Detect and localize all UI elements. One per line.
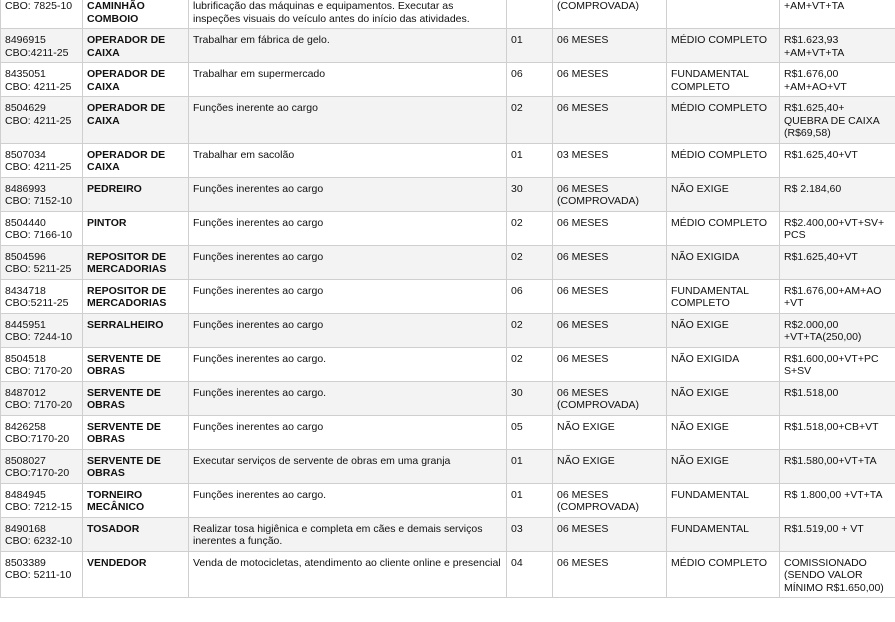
job-title: CAIXA <box>87 80 120 93</box>
job-code: 8486993 <box>5 182 46 195</box>
education-required: FUNDAMENTAL <box>667 517 780 551</box>
table-row <box>1 279 895 313</box>
job-title: TORNEIRO <box>87 488 143 501</box>
job-code-cell <box>1 0 83 29</box>
job-title: SERVENTE DE <box>87 420 161 433</box>
table-row <box>1 177 895 211</box>
education-required: MÉDIO COMPLETO <box>667 551 780 598</box>
job-title: PINTOR <box>87 216 127 229</box>
job-title: OBRAS <box>87 365 125 377</box>
job-title: OBRAS <box>87 467 125 479</box>
job-title: OPERADOR DE <box>87 68 166 80</box>
experience-required: 06 MESES <box>553 347 667 381</box>
job-title-cell <box>83 279 189 313</box>
job-title-cell <box>83 143 189 177</box>
job-description: Funções inerentes ao cargo. <box>189 483 507 517</box>
job-title: SERRALHEIRO <box>87 318 164 331</box>
job-title-cell <box>83 0 189 29</box>
job-title-cell <box>83 517 189 551</box>
table-row <box>1 143 895 177</box>
job-title-cell <box>83 63 189 97</box>
education-required <box>667 0 780 29</box>
job-title: OPERADOR DE <box>87 148 166 161</box>
education-required: NÃO EXIGIDA <box>667 245 780 279</box>
salary: R$1.676,00 +AM+AO+VT <box>780 63 895 97</box>
job-description: Trabalhar em fábrica de gelo. <box>189 29 507 63</box>
job-code: 8496915 <box>5 34 46 46</box>
vacancies-count: 01 <box>507 483 553 517</box>
vacancies-count: 06 <box>507 63 553 97</box>
job-code: 8445951 <box>5 318 46 331</box>
job-code-cell <box>1 29 83 63</box>
job-code-cell <box>1 347 83 381</box>
job-code: 8504518 <box>5 352 46 365</box>
salary: R$1.518,00 <box>780 381 895 415</box>
cbo-code: CBO: 4211-25 <box>5 161 72 173</box>
job-code-cell <box>1 97 83 144</box>
salary: R$1.519,00 + VT <box>780 517 895 551</box>
education-required: MÉDIO COMPLETO <box>667 143 780 177</box>
vacancies-count: 01 <box>507 449 553 483</box>
experience-required: 06 MESES (COMPROVADA) <box>553 483 667 517</box>
job-description: Funções inerentes ao cargo <box>189 177 507 211</box>
table-row <box>1 449 895 483</box>
job-code-cell <box>1 279 83 313</box>
job-title-cell <box>83 483 189 517</box>
table-row <box>1 483 895 517</box>
job-description: Funções inerentes ao cargo <box>189 313 507 347</box>
experience-required: NÃO EXIGE <box>553 415 667 449</box>
vacancies-count: 02 <box>507 313 553 347</box>
vacancies-count: 01 <box>507 29 553 63</box>
job-code-cell <box>1 381 83 415</box>
job-title-cell <box>83 381 189 415</box>
education-required: MÉDIO COMPLETO <box>667 29 780 63</box>
job-description: Trabalhar em sacolão <box>189 143 507 177</box>
job-title: COMBOIO <box>87 12 139 25</box>
cbo-code: CBO:7170-20 <box>5 467 70 479</box>
education-required: FUNDAMENTAL <box>667 483 780 517</box>
table-row <box>1 211 895 245</box>
job-title-cell <box>83 211 189 245</box>
education-required: MÉDIO COMPLETO <box>667 211 780 245</box>
cbo-code: CBO: 7166-10 <box>5 229 73 241</box>
job-code-cell <box>1 449 83 483</box>
job-description: lubrificação das máquinas e equipamentos. Executar as inspeções visuais do veículo antes do início das atividades. <box>189 0 507 29</box>
job-title-cell <box>83 177 189 211</box>
experience-required: 06 MESES (COMPROVADA) <box>553 381 667 415</box>
job-code-cell <box>1 517 83 551</box>
experience-required: NÃO EXIGE <box>553 449 667 483</box>
job-description: Funções inerentes ao cargo <box>189 245 507 279</box>
job-title: CAIXA <box>87 46 120 59</box>
job-description: Funções inerentes ao cargo <box>189 279 507 313</box>
job-title: OBRAS <box>87 399 125 411</box>
salary: R$2.400,00+VT+SV+ PCS <box>780 211 895 245</box>
experience-required: 06 MESES <box>553 551 667 598</box>
table-row <box>1 313 895 347</box>
job-code-cell <box>1 63 83 97</box>
experience-required: 06 MESES <box>553 29 667 63</box>
cbo-code: CBO: 7152-10 <box>5 195 73 207</box>
education-required: NÃO EXIGE <box>667 449 780 483</box>
table-row <box>1 551 895 598</box>
job-code-cell <box>1 245 83 279</box>
job-title: OPERADOR DE <box>87 102 166 114</box>
experience-required: 03 MESES <box>553 143 667 177</box>
experience-required: 06 MESES <box>553 63 667 97</box>
job-code: 8435051 <box>5 68 46 80</box>
job-code: 8504440 <box>5 216 46 229</box>
job-code: 8487012 <box>5 386 46 399</box>
salary: R$ 1.800,00 +VT+TA <box>780 483 895 517</box>
experience-required: 06 MESES (COMPROVADA) <box>553 177 667 211</box>
salary: R$2.000,00 +VT+TA(250,00) <box>780 313 895 347</box>
table-row <box>1 245 895 279</box>
vacancies-count: 01 <box>507 143 553 177</box>
cbo-code: CBO: 7170-20 <box>5 365 73 377</box>
job-description: Trabalhar em supermercado <box>189 63 507 97</box>
cbo-code: CBO:5211-25 <box>5 297 69 309</box>
job-description: Funções inerentes ao cargo <box>189 415 507 449</box>
salary: R$1.580,00+VT+TA <box>780 449 895 483</box>
job-code: 8490168 <box>5 522 46 535</box>
job-title: TOSADOR <box>87 522 140 535</box>
table-row <box>1 63 895 97</box>
education-required: FUNDAMENTAL COMPLETO <box>667 63 780 97</box>
job-description: Funções inerente ao cargo <box>189 97 507 144</box>
vacancies-count: 05 <box>507 415 553 449</box>
job-title: PEDREIRO <box>87 182 142 195</box>
table-body <box>1 0 895 598</box>
vacancies-count: 02 <box>507 211 553 245</box>
job-title: CAIXA <box>87 161 120 173</box>
table-row <box>1 29 895 63</box>
education-required: NÃO EXIGE <box>667 177 780 211</box>
job-title: CAMINHÃO <box>87 0 145 12</box>
cbo-code: CBO: 4211-25 <box>5 114 72 127</box>
job-code: 8426258 <box>5 420 46 433</box>
salary: R$1.623,93 +AM+VT+TA <box>780 29 895 63</box>
vacancies-count <box>507 0 553 29</box>
cbo-code: CBO: 4211-25 <box>5 80 72 93</box>
vacancies-count: 03 <box>507 517 553 551</box>
vacancies-count: 02 <box>507 97 553 144</box>
cbo-code: CBO: 7244-10 <box>5 331 73 343</box>
salary: R$1.676,00+AM+AO +VT <box>780 279 895 313</box>
job-description: Realizar tosa higiênica e completa em cães e demais serviços inerentes a função. <box>189 517 507 551</box>
education-required: NÃO EXIGE <box>667 313 780 347</box>
cbo-code: CBO: 5211-25 <box>5 263 72 275</box>
education-required: NÃO EXIGE <box>667 415 780 449</box>
job-description: Executar serviços de servente de obras em uma granja <box>189 449 507 483</box>
table-row <box>1 415 895 449</box>
table-row <box>1 97 895 144</box>
table-row <box>1 517 895 551</box>
job-code: 8503389 <box>5 556 46 569</box>
job-title: VENDEDOR <box>87 556 147 569</box>
job-title: SERVENTE DE <box>87 454 161 467</box>
job-title: OBRAS <box>87 433 125 445</box>
job-title: SERVENTE DE <box>87 352 161 365</box>
table-row <box>1 381 895 415</box>
job-code: 8504629 <box>5 102 46 114</box>
education-required: NÃO EXIGIDA <box>667 347 780 381</box>
job-title: OPERADOR DE <box>87 34 166 46</box>
table-row <box>1 0 895 29</box>
job-title-cell <box>83 347 189 381</box>
salary: R$1.600,00+VT+PC S+SV <box>780 347 895 381</box>
table-row <box>1 347 895 381</box>
vacancies-count: 02 <box>507 347 553 381</box>
job-code: 8484945 <box>5 488 46 501</box>
vacancies-count: 30 <box>507 381 553 415</box>
cbo-code: CBO: 7825-10 <box>5 0 73 12</box>
job-title: REPOSITOR DE <box>87 284 167 297</box>
job-code: 8507034 <box>5 148 46 161</box>
salary: R$1.625,40+VT <box>780 245 895 279</box>
salary: R$ 2.184,60 <box>780 177 895 211</box>
job-title-cell <box>83 551 189 598</box>
job-title-cell <box>83 313 189 347</box>
job-description: Venda de motocicletas, atendimento ao cliente online e presencial <box>189 551 507 598</box>
cbo-code: CBO:7170-20 <box>5 433 70 445</box>
job-title-cell <box>83 97 189 144</box>
salary: COMISSIONADO (SENDO VALOR MÍNIMO R$1.650,00) <box>780 551 895 598</box>
job-code: 8504596 <box>5 250 46 263</box>
job-description: Funções inerentes ao cargo. <box>189 381 507 415</box>
job-code-cell <box>1 177 83 211</box>
job-title: CAIXA <box>87 114 120 127</box>
salary: R$1.518,00+CB+VT <box>780 415 895 449</box>
job-description: Funções inerentes ao cargo <box>189 211 507 245</box>
job-code: 8508027 <box>5 454 46 467</box>
experience-required: 06 MESES <box>553 211 667 245</box>
experience-required: 06 MESES <box>553 517 667 551</box>
job-title: MERCADORIAS <box>87 297 167 309</box>
cbo-code: CBO: 7212-15 <box>5 501 73 513</box>
experience-required: 06 MESES <box>553 313 667 347</box>
salary: R$1.625,40+ QUEBRA DE CAIXA (R$69,58) <box>780 97 895 144</box>
job-title: REPOSITOR DE <box>87 250 167 263</box>
cbo-code: CBO:4211-25 <box>5 46 69 59</box>
job-title-cell <box>83 245 189 279</box>
experience-required: (COMPROVADA) <box>553 0 667 29</box>
job-title: MERCADORIAS <box>87 263 167 275</box>
job-title: SERVENTE DE <box>87 386 161 399</box>
education-required: FUNDAMENTAL COMPLETO <box>667 279 780 313</box>
job-code-cell <box>1 313 83 347</box>
job-title: MECÂNICO <box>87 501 145 513</box>
job-code-cell <box>1 143 83 177</box>
cbo-code: CBO: 6232-10 <box>5 535 73 547</box>
job-code-cell <box>1 551 83 598</box>
vacancies-count: 02 <box>507 245 553 279</box>
experience-required: 06 MESES <box>553 245 667 279</box>
salary: +AM+VT+TA <box>780 0 895 29</box>
salary: R$1.625,40+VT <box>780 143 895 177</box>
education-required: MÉDIO COMPLETO <box>667 97 780 144</box>
job-title-cell <box>83 449 189 483</box>
job-code-cell <box>1 211 83 245</box>
education-required: NÃO EXIGE <box>667 381 780 415</box>
job-code-cell <box>1 415 83 449</box>
vacancies-count: 06 <box>507 279 553 313</box>
cbo-code: CBO: 7170-20 <box>5 399 73 411</box>
job-title-cell <box>83 29 189 63</box>
experience-required: 06 MESES <box>553 97 667 144</box>
vacancies-count: 04 <box>507 551 553 598</box>
job-code-cell <box>1 483 83 517</box>
experience-required: 06 MESES <box>553 279 667 313</box>
job-code: 8434718 <box>5 284 46 297</box>
vacancies-count: 30 <box>507 177 553 211</box>
cbo-code: CBO: 5211-10 <box>5 569 72 581</box>
job-title-cell <box>83 415 189 449</box>
job-description: Funções inerentes ao cargo. <box>189 347 507 381</box>
